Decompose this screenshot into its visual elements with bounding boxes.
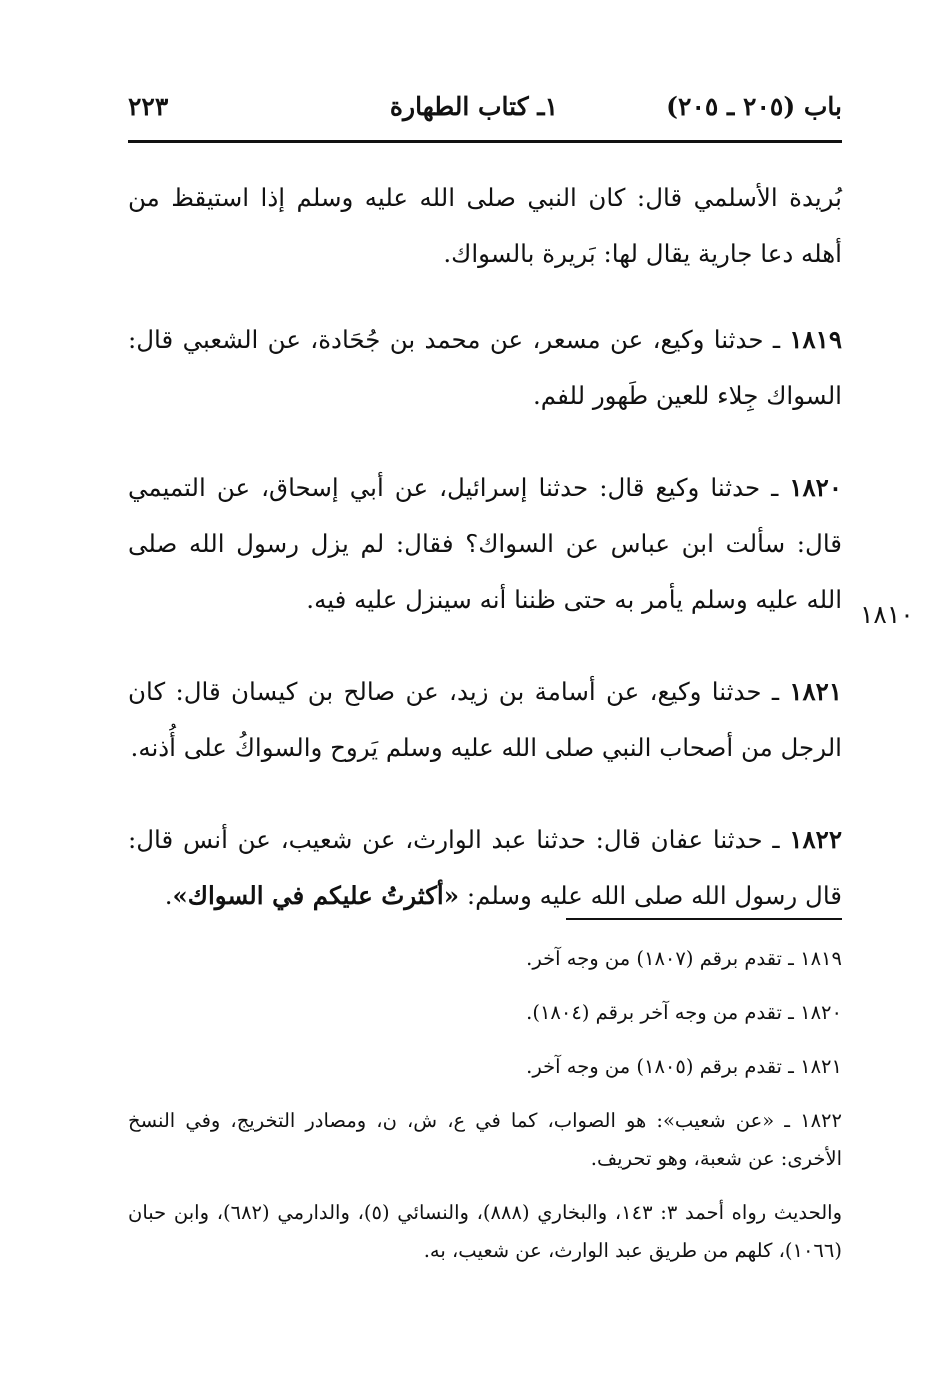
intro-paragraph: بُريدة الأسلمي قال: كان النبي صلى الله عليه وسلم إذا استيقظ من أهله دعا جارية يقال لها: بَريرة بالسواك. xyxy=(128,183,842,268)
hadith-1820 xyxy=(128,460,842,628)
hadith-number: ١٨٢٢ xyxy=(789,825,842,854)
header-rule xyxy=(128,140,842,143)
hadith-text: ـ حدثنا وكيع قال: حدثنا إسرائيل، عن أبي إسحاق، عن التميمي قال: سألت ابن عباس عن السواك؟ فقال: لم يزل رسول الله صلى الله عليه وسلم يأمر به حتى ظننا أنه سينزل عليه فيه. xyxy=(128,473,842,614)
hadith-number: ١٨٢١ xyxy=(789,677,842,706)
footnotes xyxy=(128,940,842,1286)
hadith-text: ـ حدثنا وكيع، عن مسعر، عن محمد بن جُحَادة، عن الشعبي قال: السواك جِلاء للعين طَهور للفم. xyxy=(128,325,842,410)
hadith-1821 xyxy=(128,664,842,776)
hadith-number: ١٨١٩ xyxy=(789,325,842,354)
chapter-heading: ١ـ كتاب الطهارة xyxy=(389,92,559,121)
margin-reference: ١٨١٠ xyxy=(860,600,914,629)
hadith-quote: «أكثرتُ عليكم في السواك» xyxy=(172,881,460,910)
footnote-1822: ١٨٢٢ ـ «عن شعيب»: هو الصواب، كما في ع، ش، ن، ومصادر التخريج، وفي النسخ الأخرى: عن شعبة، وهو تحريف. xyxy=(128,1109,842,1170)
hadith-1819 xyxy=(128,312,842,424)
footnote-1819: ١٨١٩ ـ تقدم برقم (١٨٠٧) من وجه آخر. xyxy=(526,947,842,970)
hadith-end: . xyxy=(164,881,173,910)
main-text xyxy=(128,170,842,960)
footnote-rule xyxy=(566,918,842,920)
footnote-1821: ١٨٢١ ـ تقدم برقم (١٨٠٥) من وجه آخر. xyxy=(526,1055,842,1078)
footnote-1820: ١٨٢٠ ـ تقدم من وجه آخر برقم (١٨٠٤). xyxy=(526,1001,842,1024)
footnote-sources: والحديث رواه أحمد ٣: ١٤٣، والبخاري (٨٨٨)، والنسائي (٥)، والدارمي (٦٨٢)، وابن حبان (١٠٦٦)، كلهم من طريق عبد الوارث، عن شعيب، به. xyxy=(128,1201,843,1262)
page-number: ٢٢٣ xyxy=(128,92,169,121)
hadith-1822 xyxy=(128,812,842,924)
hadith-number: ١٨٢٠ xyxy=(789,473,842,502)
hadith-text: ـ حدثنا عفان قال: حدثنا عبد الوارث، عن شعيب، عن أنس قال: قال رسول الله صلى الله عليه وسلم: xyxy=(128,825,842,910)
section-heading: باب (٢٠٥ ـ ٢٠٥) xyxy=(666,92,842,121)
hadith-text: ـ حدثنا وكيع، عن أسامة بن زيد، عن صالح بن كيسان قال: كان الرجل من أصحاب النبي صلى الله عليه وسلم يَروح والسواكُ على أُذنه. xyxy=(128,677,842,762)
